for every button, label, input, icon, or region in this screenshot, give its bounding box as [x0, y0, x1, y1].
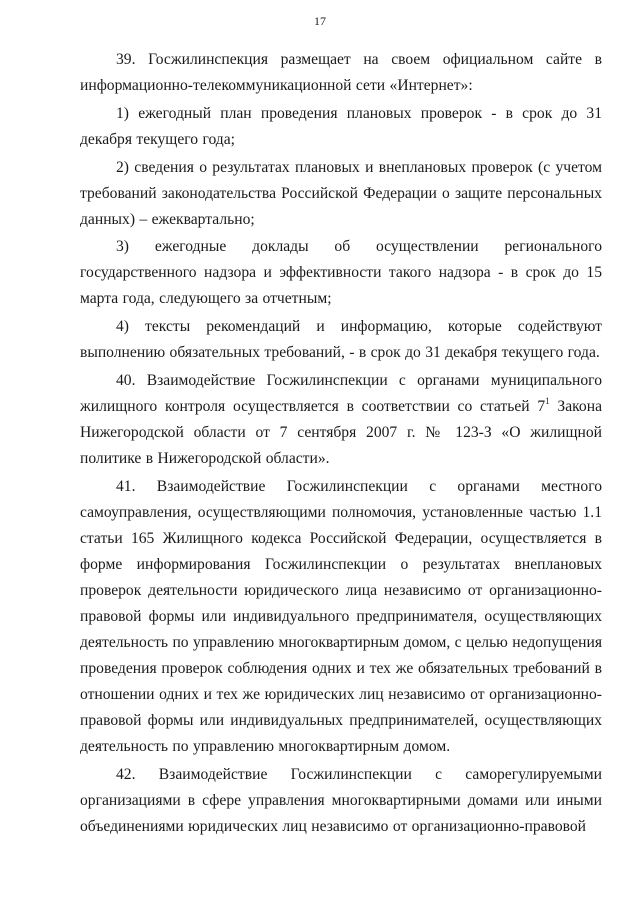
paragraph-41: 41. Взаимодействие Госжилинспекции с органами местного самоуправления, осуществляющими полномочия, установленные частью 1.1 статьи 165 Жилищного кодекса Российской Федерации, осуществляется в форме информирования Госжилинспекции о результатах внеплановых проверок деятельности юридического лица независимо от организационно-правовой формы или индивидуального предпринимателя, осуществляющих деятельность по управлению многоквартирным домом, с целью недопущения проведения проверок соблюдения одних и тех же обязательных требований в отношении одних и тех же юридических лиц независимо от организационно-правовой формы или индивидуальных предпринимателей, осуществляющих деятельность по управлению многоквартирным домом. [80, 477, 602, 755]
paragraph-39-item-1: 1) ежегодный план проведения плановых проверок - в срок до 31 декабря текущего года; [80, 104, 602, 148]
article-superscript: 1 [545, 395, 550, 406]
paragraph-39-item-3: 3) ежегодные доклады об осуществлении регионального государственного надзора и эффективности такого надзора - в срок до 15 марта года, следующего за отчетным; [80, 238, 602, 308]
paragraph-42: 42. Взаимодействие Госжилинспекции с саморегулируемыми организациями в сфере управления многоквартирными домами или иными объединениями юридических лиц независимо от организационно-правовой [80, 765, 602, 835]
page-number: 17 [314, 14, 326, 28]
paragraph-40 [80, 368, 602, 472]
paragraph-39-item-4: 4) тексты рекомендаций и информацию, которые содействуют выполнению обязательных требований, - в срок до 31 декабря текущего года. [80, 318, 602, 362]
paragraph-39-item-2: 2) сведения о результатах плановых и внеплановых проверок (с учетом требований законодательства Российской Федерации о защите персональных данных) – ежеквартально; [80, 158, 602, 228]
paragraph-39: 39. Госжилинспекция размещает на своем официальном сайте в информационно-телекоммуникационной сети «Интернет»: [80, 51, 602, 94]
paragraph-40-text-end: Закона Нижегородской области от 7 сентября 2007 г. № 123-З «О жилищной политике в Нижегородской области». [80, 397, 602, 467]
document-body [80, 47, 602, 841]
paragraph-40-text-start: 40. Взаимодействие Госжилинспекции с органами муниципального жилищного контроля осуществляется в соответствии со статьей 7 [80, 371, 602, 415]
